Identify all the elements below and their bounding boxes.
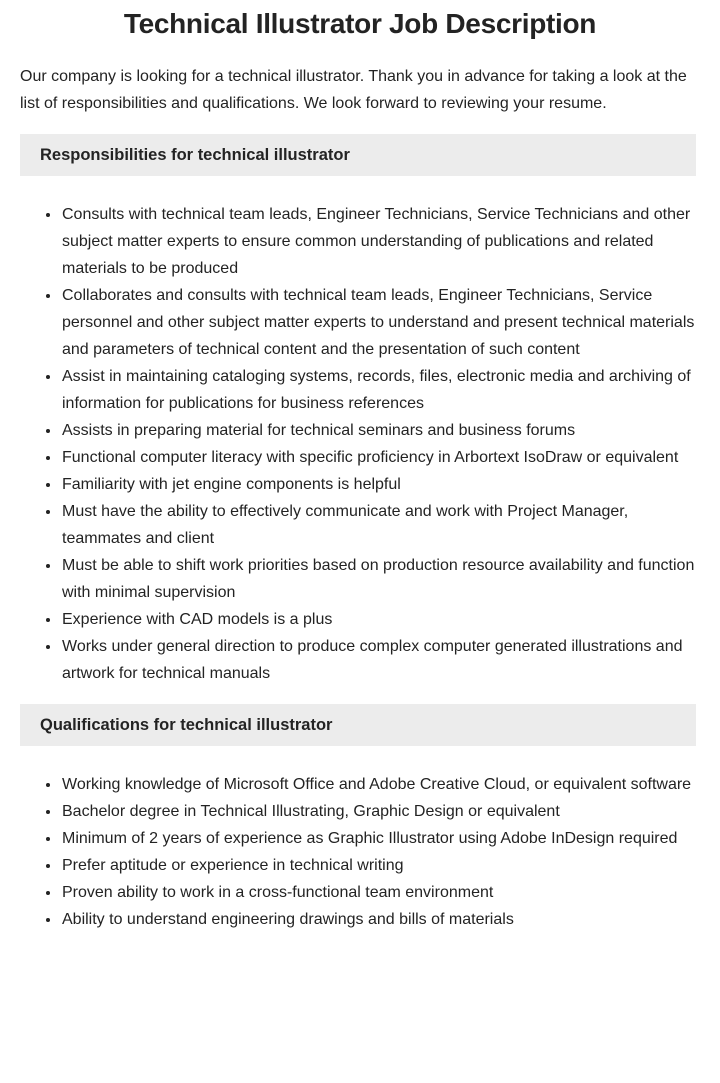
responsibility-item: • Assist in maintaining cataloging systems, records, files, electronic media and archiving of information for publications for business references: [61, 363, 696, 417]
qualification-item: • Bachelor degree in Technical Illustrating, Graphic Design or equivalent: [61, 798, 696, 825]
section-header-responsibilities: [20, 134, 696, 176]
intro-paragraph: Our company is looking for a technical illustrator. Thank you in advance for taking a look at the list of responsibilities and qualifications. We look forward to reviewing your resume.: [20, 68, 687, 112]
responsibility-item: • Must have the ability to effectively communicate and work with Project Manager, teammates and client: [61, 498, 696, 552]
section-header-qualifications: [20, 704, 696, 746]
responsibility-item: • Collaborates and consults with technical team leads, Engineer Technicians, Service personnel and other subject matter experts to understand and present technical materials and parameters of technical content and the presentation of such content: [61, 282, 696, 363]
responsibilities-list: [20, 201, 696, 687]
responsibility-item: • Works under general direction to produce complex computer generated illustrations and artwork for technical manuals: [61, 633, 696, 687]
section-header-qualifications-label: Qualifications for technical illustrator: [40, 715, 333, 734]
responsibility-item: • Must be able to shift work priorities based on production resource availability and function with minimal supervision: [61, 552, 696, 606]
responsibility-item: • Functional computer literacy with specific proficiency in Arbortext IsoDraw or equivalent: [61, 444, 696, 471]
qualification-item: • Minimum of 2 years of experience as Graphic Illustrator using Adobe InDesign required: [61, 825, 696, 852]
responsibility-item: • Experience with CAD models is a plus: [61, 606, 696, 633]
qualification-item: • Proven ability to work in a cross-functional team environment: [61, 879, 696, 906]
qualification-item: • Prefer aptitude or experience in technical writing: [61, 852, 696, 879]
responsibility-item: • Familiarity with jet engine components is helpful: [61, 471, 696, 498]
responsibility-item: • Assists in preparing material for technical seminars and business forums: [61, 417, 696, 444]
responsibility-item: • Consults with technical team leads, Engineer Technicians, Service Technicians and other subject matter experts to ensure common understanding of publications and related materials to be produced: [61, 201, 696, 282]
section-header-responsibilities-label: Responsibilities for technical illustrator: [40, 145, 350, 164]
qualification-item: • Working knowledge of Microsoft Office and Adobe Creative Cloud, or equivalent software: [61, 771, 696, 798]
qualifications-list: [20, 771, 696, 933]
page-title: Technical Illustrator Job Description: [123, 8, 597, 39]
qualification-item: • Ability to understand engineering drawings and bills of materials: [61, 906, 696, 933]
